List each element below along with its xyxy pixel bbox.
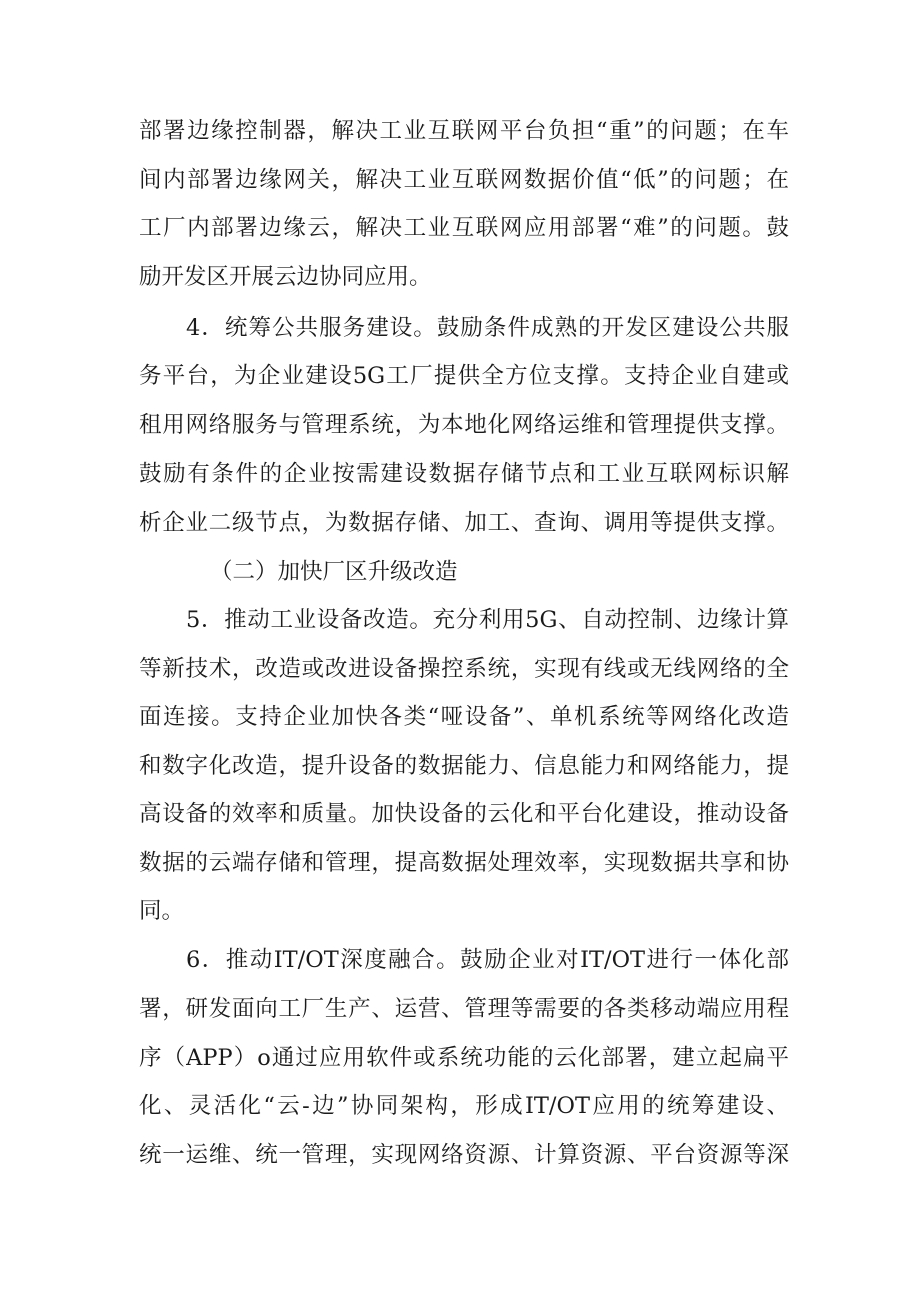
text-line: 等新技术，改造或改进设备操控系统，实现有线或无线网络的全 <box>139 656 789 682</box>
text-line: 数据的云端存储和管理，提高数据处理效率，实现数据共享和协 <box>139 850 789 876</box>
text-line: 高设备的效率和质量。加快设备的云化和平台化建设，推动设备 <box>139 801 789 827</box>
text-line: 统一运维、统一管理，实现网络资源、计算资源、平台资源等深 <box>139 1142 789 1168</box>
paragraph-5-first-line: 5．推动工业设备改造。充分利用5G、自动控制、边缘计算 <box>186 607 789 633</box>
text-line: 序（APP）o通过应用软件或系统功能的云化部署，建立起扁平 <box>139 1045 789 1071</box>
text-line: 间内部署边缘网关，解决工业互联网数据价值“低”的问题；在 <box>139 167 789 193</box>
text-line: 鼓励有条件的企业按需建设数据存储节点和工业互联网标识解 <box>139 461 789 487</box>
text-line: 析企业二级节点，为数据存储、加工、查询、调用等提供支撑。 <box>139 510 789 536</box>
paragraph-6-first-line: 6．推动IT/OT深度融合。鼓励企业对IT/OT进行一体化部 <box>186 947 789 973</box>
paragraph-4-first-line: 4．统筹公共服务建设。鼓励条件成熟的开发区建设公共服 <box>186 315 789 341</box>
text-line: 部署边缘控制器，解决工业互联网平台负担“重”的问题；在车 <box>139 118 789 144</box>
text-line: 工厂内部署边缘云，解决工业互联网应用部署“难”的问题。鼓 <box>139 215 789 241</box>
section-heading: （二）加快厂区升级改造 <box>210 559 458 585</box>
text-line: 面连接。支持企业加快各类“哑设备”、单机系统等网络化改造 <box>139 704 789 730</box>
text-line: 署，研发面向工厂生产、运营、管理等需要的各类移动端应用程 <box>139 996 789 1022</box>
text-line: 同。 <box>139 898 185 924</box>
text-line: 化、灵活化“云-边”协同架构，形成IT/OT应用的统筹建设、 <box>139 1093 789 1119</box>
text-line: 和数字化改造，提升设备的数据能力、信息能力和网络能力，提 <box>139 753 789 779</box>
text-line: 租用网络服务与管理系统，为本地化网络运维和管理提供支撑。 <box>139 412 789 438</box>
text-line: 务平台，为企业建设5G工厂提供全方位支撑。支持企业自建或 <box>139 363 789 389</box>
text-line: 励开发区开展云边协同应用。 <box>139 264 432 290</box>
